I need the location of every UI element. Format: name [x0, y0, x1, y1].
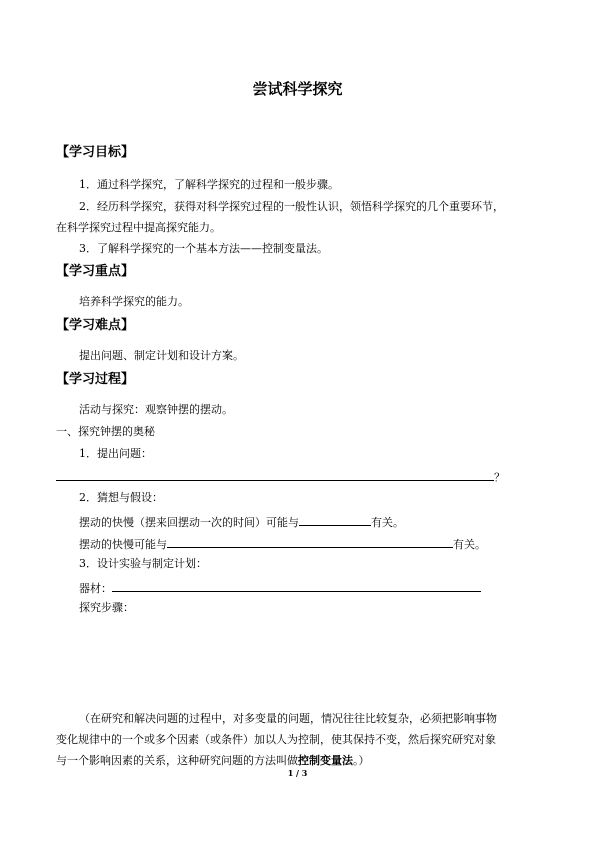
- question-mark: ？: [494, 471, 505, 484]
- hypothesis-2-prefix: 摆动的快慢可能与: [79, 538, 167, 551]
- step-2-label: 2．猜想与假设：: [79, 491, 163, 504]
- step-3-label: 3．设计实验与制定计划：: [79, 557, 207, 570]
- hypothesis-1-prefix: 摆动的快慢（摆来回摆动一次的时间）可能与: [79, 516, 299, 529]
- process-heading: 【学习过程】: [56, 372, 135, 387]
- page-number: 1 / 3: [287, 768, 308, 778]
- goal-item-2-line-2: 在科学探究过程中提高探究能力。: [56, 221, 221, 234]
- process-activity: 活动与探究：观察钟摆的摆动。: [79, 403, 233, 416]
- note-line-3-prefix: 与一个影响因素的关系，这种研究问题的方法叫做: [56, 754, 298, 767]
- hypothesis-2-blank[interactable]: [167, 535, 453, 548]
- key-points-heading: 【学习重点】: [56, 264, 135, 279]
- difficulties-heading: 【学习难点】: [56, 318, 135, 333]
- key-points-text: 培养科学探究的能力。: [79, 295, 189, 308]
- difficulties-text: 提出问题、制定计划和设计方案。: [79, 349, 244, 362]
- question-blank[interactable]: [56, 468, 494, 481]
- goal-item-1: 1．通过科学探究，了解科学探究的过程和一般步骤。: [79, 178, 339, 191]
- note-line-2: 变化规律中的一个或多个因素（或条件）加以人为控制，使其保持不变，然后探究研究对象: [56, 733, 496, 746]
- note-line-1: （在研究和解决问题的过程中，对多变量的问题，情况往往比较复杂，必须把影响事物: [79, 712, 497, 725]
- goals-heading: 【学习目标】: [56, 145, 135, 160]
- page-title: 尝试科学探究: [252, 80, 343, 98]
- hypothesis-2-suffix: 有关。: [453, 538, 486, 551]
- equipment-label: 器材：: [79, 582, 112, 595]
- question-answer-row: [56, 468, 505, 484]
- goal-item-2-line-1: 2．经历科学探究，获得对科学探究过程的一般性认识，领悟科学探究的几个重要环节，: [79, 200, 504, 213]
- step-1-label: 1．提出问题：: [79, 447, 152, 460]
- note-line-3: [56, 754, 370, 767]
- note-line-3-term: 控制变量法: [298, 754, 353, 767]
- equipment-row: [79, 579, 481, 595]
- goal-item-3: 3．了解科学探究的一个基本方法——控制变量法。: [79, 242, 328, 255]
- procedure-label: 探究步骤：: [79, 601, 134, 614]
- hypothesis-1-blank[interactable]: [299, 513, 371, 526]
- hypothesis-1-row: [79, 513, 404, 529]
- equipment-blank[interactable]: [112, 579, 481, 592]
- hypothesis-1-suffix: 有关。: [371, 516, 404, 529]
- process-part-1: 一、探究钟摆的奥秘: [56, 425, 155, 438]
- note-line-3-suffix: 。）: [353, 754, 370, 767]
- hypothesis-2-row: [79, 535, 486, 551]
